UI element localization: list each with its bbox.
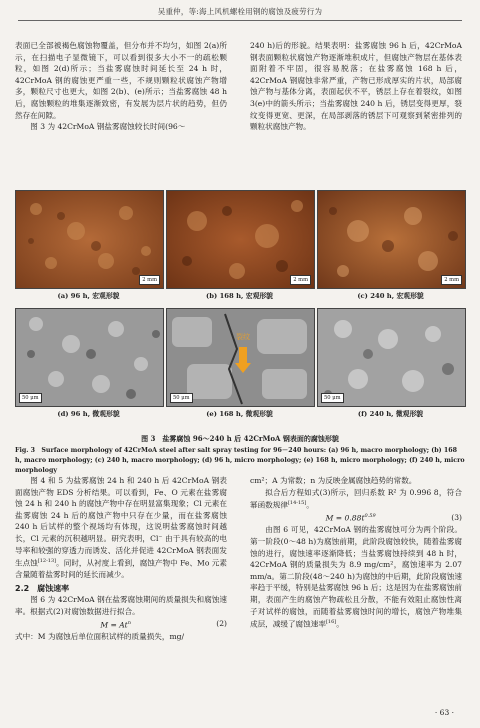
- sem-image-e: [167, 309, 314, 406]
- citation: [16]: [325, 619, 337, 626]
- page-number: · 63 ·: [434, 708, 454, 717]
- figure-panel-b: [166, 190, 315, 289]
- macro-row: [15, 190, 465, 300]
- macro-image-b: [167, 191, 314, 288]
- scale-bar: 2 mm: [290, 275, 311, 285]
- panel-label-b: (b) 168 h, 宏观形貌: [206, 292, 273, 300]
- bottom-left-column: [15, 475, 227, 642]
- crack-label: 裂纹: [236, 333, 250, 341]
- bottom-right-column: [250, 475, 462, 630]
- figure-panel-e: [166, 308, 315, 407]
- paragraph: 图 6 为 42CrMoA 钢在盐雾腐蚀期间的质量损失和腐蚀速率。根据式(2)对腐蚀数据进行拟合。: [15, 595, 227, 617]
- paragraph: 图 4 和 5 为盐雾腐蚀 24 h 和 240 h 后 42CrMoA 钢表面腐蚀产物 EDS 分析结果。可以看到，Fe、O 元素在盐雾腐蚀 24 h 和 240 h 的腐蚀产物中存在明显富集现象；Cl 元素在盐雾腐蚀 24 h 后的腐蚀产物中只存在少量，而在盐雾腐蚀 240 h 后试样的整个视场均有体现，这说明盐雾腐蚀时间越长，Cl 元素的沉积越明显。研究表明，Cl⁻ 由于具有较高的电导率和较强的穿透力而诱发、活化并促进 42CrMoA 钢表面发生点蚀[12-13]。同时，从衬度上看到，腐蚀产物中 Fe、Mo 元素含量随着盐雾时间的延长而减少。: [15, 476, 227, 580]
- scale-bar: 50 μm: [321, 393, 344, 403]
- citation: [14-15]: [287, 500, 307, 507]
- panel-label-f: (f) 240 h, 微观形貌: [357, 410, 424, 418]
- top-left-column: [15, 40, 227, 133]
- micro-row: [15, 308, 465, 418]
- sem-image-d: [16, 309, 163, 406]
- equation-3: $M = 0.88t^{0.59}$ (3): [325, 513, 462, 523]
- paragraph: cm²；A 为常数；n 为反映金属腐蚀趋势的常数。: [250, 476, 417, 485]
- panel-label-d: (d) 96 h, 微观形貌: [57, 410, 120, 418]
- panel-label-a: (a) 96 h, 宏观形貌: [57, 292, 120, 300]
- scale-bar: 2 mm: [139, 275, 160, 285]
- section-heading: 2.2 腐蚀速率: [15, 583, 70, 593]
- panel-label-e: (e) 168 h, 微观形貌: [206, 410, 273, 418]
- figure-panel-a: [15, 190, 164, 289]
- paragraph: 图 3 为 42CrMoA 钢盐雾腐蚀较长时间(96～: [30, 122, 186, 132]
- paragraph: 由图 6 可见，42CrMoA 钢的盐雾腐蚀可分为两个阶段。第一阶段(0～48 h)为腐蚀前期，此阶段腐蚀较快，随着盐雾腐蚀的进行，腐蚀速率逐渐降低；当盐雾腐蚀持续到 48 h 时，42CrMoA 钢的质量损失为 8.9 mg/cm²，腐蚀速率为 2.07 mm/a。第二阶段(48～240 h)为腐蚀的中后期，此阶段腐蚀速率趋于平缓，特别是盐雾腐蚀 96 h 后；这是因为在盐雾腐蚀前期，表面产生的腐蚀产物疏松且分散，不能有效阻止腐蚀性离子对试样的腐蚀，而随着盐雾腐蚀时间的增长，腐蚀产物堆集成层，减缓了腐蚀速率[16]。: [250, 525, 462, 629]
- macro-image-c: [318, 191, 465, 288]
- paragraph: 拟合后方程如式(3)所示，回归系数 R² 为 0.996 8，符合幂函数规律[14-15]。: [250, 487, 462, 510]
- paragraph: 式中：M 为腐蚀后单位面积试样的质量损失，mg/: [15, 631, 185, 641]
- scale-bar: 2 mm: [441, 275, 462, 285]
- sem-image-f: [318, 309, 465, 406]
- figure-panel-d: [15, 308, 164, 407]
- figure-caption-en: Fig. 3 Surface morphology of 42CrMoA steel after salt spray testing for 96－240 hours: (a) 96 h, macro morphology; (b) 168 h, macro morphology; (c) 240 h, macro morphology; (d) 96 h, micro morphology; (e) 168 h, micro morphology; (f) 240 h, micro morphology: [15, 447, 465, 474]
- scale-bar: 50 μm: [19, 393, 42, 403]
- scale-bar: 50 μm: [170, 393, 193, 403]
- macro-image-a: [16, 191, 163, 288]
- figure-panel-c: [317, 190, 466, 289]
- paragraph: 表面已全部被褐色腐蚀物覆盖，但分布并不均匀，如图 2(a)所示，在扫描电子显微镜下，可以看到很多大小不一的疏松颗粒，如图 2(d)所示；当盐雾腐蚀时间延长至 24 h 时，42CrMoA 钢的腐蚀更严重一些，不规则颗粒状腐蚀产物增多，颗粒尺寸也更大，如图 2(b)、(e)所示；当盐雾腐蚀 48 h 后，腐蚀颗粒的堆集逐渐致密，有发展为层片状的趋势，但仍然存在间隙。: [15, 41, 227, 120]
- paragraph: 240 h)后的形貌。结果表明：盐雾腐蚀 96 h 后，42CrMoA 钢表面颗粒状腐蚀产物逐渐堆积成片，但腐蚀产物层在基体表面附着不牢固，很容易脱落；在盐雾腐蚀 168 h 后，42CrMoA 钢腐蚀非常严重，产物已形成厚实的片状，局部腐蚀产物与基体分离，表面起伏不平，锈层上存在着裂纹，如图 3(e)中的箭头所示；当盐雾腐蚀 240 h 后，锈层变得更厚，裂纹变得更宽、更深，在局部剥落的锈层下可观察到紧密排列的颗粒状腐蚀产物。: [250, 41, 462, 132]
- panel-label-c: (c) 240 h, 宏观形貌: [357, 292, 424, 300]
- header-rule: [18, 20, 462, 21]
- top-right-column: [250, 40, 462, 133]
- figure-panel-f: [317, 308, 466, 407]
- figure-caption-cn: 图 3 盐雾腐蚀 96～240 h 后 42CrMoA 钢表面的腐蚀形貌: [141, 434, 339, 443]
- running-header: 吴重仲，等:海上风机螺栓用钢的腐蚀及疲劳行为: [157, 7, 323, 16]
- citation: [12-13]: [37, 558, 57, 565]
- equation-2: $M = At^n$ (2): [100, 619, 227, 630]
